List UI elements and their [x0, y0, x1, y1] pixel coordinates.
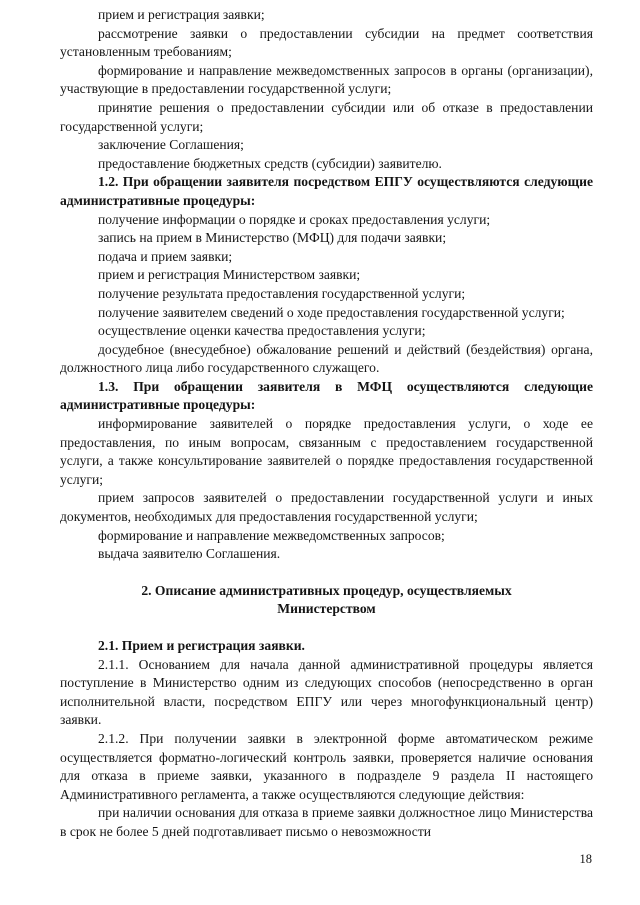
paragraph: 2.1.2. При получении заявки в электронной форме автоматическом режиме осуществляется форматно-логический контроль заявки, проверяется наличие основания для отказа в приеме заявки, указанного в подразделе 9 раздела II настоящего Административного регламента, а также осуществляются следующие действия: [60, 730, 593, 802]
list-item: формирование и направление межведомственных запросов; [98, 527, 445, 543]
list-item: осуществление оценки качества предоставления услуги; [98, 323, 426, 339]
spacer [60, 619, 593, 637]
paragraph: заключение Соглашения; [98, 137, 244, 153]
section-title-line: 2. Описание административных процедур, осуществляемых [141, 582, 512, 598]
list-item: подача и прием заявки; [98, 248, 233, 264]
list-item: прием и регистрация Министерством заявки; [98, 267, 361, 283]
paragraph: 2.1.1. Основанием для начала данной административной процедуры является поступление в Министерство одним из следующих способов (непосредственно в орган исполнительной власти, посредством ЕПГУ или через многофункциональный центр) заявки. [60, 656, 593, 728]
paragraph: при наличии основания для отказа в приеме заявки должностное лицо Министерства в срок не более 5 дней подготавливает письмо о невозможности [60, 805, 593, 839]
spacer [60, 564, 593, 582]
section-heading-1-3: 1.3. При обращении заявителя в МФЦ осуществляются следующие административные процедуры: [60, 378, 593, 413]
list-item: прием запросов заявителей о предоставлении государственной услуги и иных документов, необходимых для предоставления государственной услуги; [60, 490, 593, 525]
section-heading-1-2: 1.2. При обращении заявителя посредством ЕПГУ осуществляются следующие административные процедуры: [60, 174, 593, 208]
section-title-line: Министерством [277, 601, 376, 617]
paragraph: предоставление бюджетных средств (субсидии) заявителю. [98, 155, 442, 171]
list-item: получение результата предоставления государственной услуги; [98, 285, 466, 301]
paragraph: рассмотрение заявки о предоставлении субсидии на предмет соответствия установленным требованиям; [60, 25, 593, 60]
list-item: выдача заявителю Соглашения. [98, 546, 281, 562]
list-item: досудебное (внесудебное) обжалование решений и действий (бездействия) органа, должностного лица либо государственного служащего. [60, 341, 593, 376]
list-item: получение заявителем сведений о ходе предоставления государственной услуги; [98, 304, 565, 320]
list-item: запись на прием в Министерство (МФЦ) для подачи заявки; [98, 230, 447, 246]
page-number: 18 [579, 852, 592, 866]
document-page [60, 6, 593, 842]
list-item: получение информации о порядке и сроках предоставления услуги; [98, 211, 491, 227]
list-item: информирование заявителей о порядке предоставления услуги, о ходе ее предоставления, по иным вопросам, связанным с предоставлением государственной услуги, а также консультирование заявителей о порядке предоставления государственной услуги; [60, 416, 593, 487]
section-title-2 [60, 582, 593, 619]
paragraph: формирование и направление межведомственных запросов в органы (организации), участвующие в предоставлении государственной услуги; [60, 62, 593, 97]
section-heading-2-1: 2.1. Прием и регистрация заявки. [98, 638, 305, 653]
paragraph: прием и регистрация заявки; [98, 7, 265, 22]
paragraph: принятие решения о предоставлении субсидии или об отказе в предоставлении государственной услуги; [60, 99, 593, 134]
